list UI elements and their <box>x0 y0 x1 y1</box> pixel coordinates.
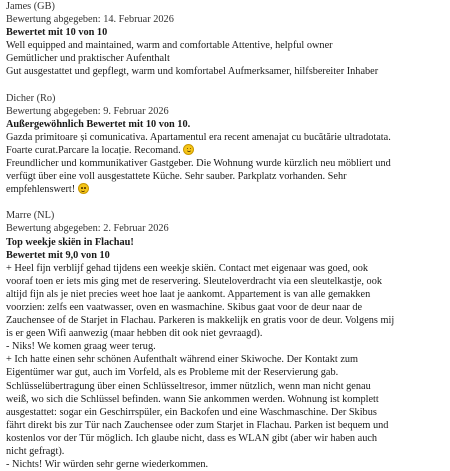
review-text-line: Freundlicher und kommunikativer Gastgeber. Die Wohnung wurde kürzlich neu möbliert und <box>6 158 391 170</box>
review-text-line: ausgestattet: sogar ein Geschirrspüler, ein Backofen und eine Waschmaschine. Der Skibus <box>6 406 377 418</box>
review-date: Bewertung abgegeben: 9. Februar 2026 <box>6 105 169 117</box>
review-score: Außergewöhnlich Bewertet mit 10 von 10. <box>6 118 191 130</box>
review-score: Bewertet mit 9,0 von 10 <box>6 249 110 261</box>
review-text-line: voorzien: zelfs een vaatwasser, oven en wasmachine. Skibus gaat voor de deur naar de <box>6 301 363 313</box>
review-text-line: is er geen Wifi aanwezig (maar hebben dit ook niet gevraagd). <box>6 328 263 340</box>
review-text-line <box>6 144 444 157</box>
review-text-line: + Heel fijn verblijf gehad tijdens een weekje skiën. Contact met eigenaar was goed, ook <box>6 262 369 274</box>
review-text-line: Gazda primitoare și comunicativa. Apartamentul era recent amenajat cu bucătărie ultradotata. <box>6 131 391 143</box>
review-author: Marre (NL) <box>6 210 55 222</box>
review-text-line: Zauchensee of de Starjet in Flachau. Parkeren is makkelijk en gratis voor de deur. Volgens mij <box>6 315 395 327</box>
review-date: Bewertung abgegeben: 2. Februar 2026 <box>6 223 169 235</box>
review-text-line: fährt direkt bis zur Tür nach Zauchensee oder zum Starjet in Flachau. Parken ist bequem und <box>6 419 389 431</box>
review-text-line: Gut ausgestattet und gepflegt, warm und komfortabel Aufmerksamer, hilfsbereiter Inhaber <box>6 66 379 78</box>
review-text-line: nicht gefragt). <box>6 446 65 457</box>
review-text-segment: empfehlenswert! <box>6 184 76 196</box>
review-text-line: Well equipped and maintained, warm and comfortable Attentive, helpful owner <box>6 40 333 52</box>
review-date: Bewertung abgegeben: 14. Februar 2026 <box>6 14 174 26</box>
review-title: Top weekje skiën in Flachau! <box>6 236 134 248</box>
review-author: James (GB) <box>6 1 55 12</box>
review-text-line: Schlüsselübertragung über einen Schlüsseltresor, immer nützlich, wenn man nicht genau <box>6 380 371 392</box>
review-james <box>6 0 444 79</box>
review-text-line: Gemütlicher und praktischer Aufenthalt <box>6 53 170 65</box>
review-marre <box>6 209 444 471</box>
review-dicher <box>6 92 444 197</box>
review-text-line: verfügt über eine voll ausgestattete Küche. Sehr sauber. Parkplatz vorhanden. Sehr <box>6 171 347 183</box>
review-text-line: - Nichts! Wir würden sehr gerne wiederkommen. <box>6 459 209 471</box>
review-text-line <box>6 183 444 196</box>
smiley-face-icon <box>78 183 89 194</box>
review-text-line: - Niks! We komen graag weer terug. <box>6 341 156 353</box>
smiley-face-icon <box>183 144 194 155</box>
review-author: Dicher (Ro) <box>6 92 56 104</box>
review-text-line: + Ich hatte einen sehr schönen Aufenthalt während einer Skiwoche. Der Kontakt zum <box>6 354 359 366</box>
review-text-line: vooraf toen er iets mis ging met de reservering. Sleuteloverdracht via een sleutelkastje, ook <box>6 275 382 287</box>
review-text-segment: Foarte curat.Parcare la locație. Recomand. <box>6 144 181 156</box>
review-text-line: weiß, wo sich die Schlüssel befinden. wann Sie ankommen werden. Wohnung ist komplett <box>6 393 379 405</box>
review-text-line: altijd fijn als je niet precies weet hoe laat je aankomt. Appartement is van alle gemakken <box>6 288 371 300</box>
review-score: Bewertet mit 10 von 10 <box>6 27 108 39</box>
review-text-line: kostenlos vor der Tür möglich. Ich glaube nicht, dass es WLAN gibt (aber wir haben auch <box>6 432 378 444</box>
review-text-line: Eigentümer war gut, auch im Vorfeld, als es Probleme mit der Reservierung gab. <box>6 367 339 379</box>
